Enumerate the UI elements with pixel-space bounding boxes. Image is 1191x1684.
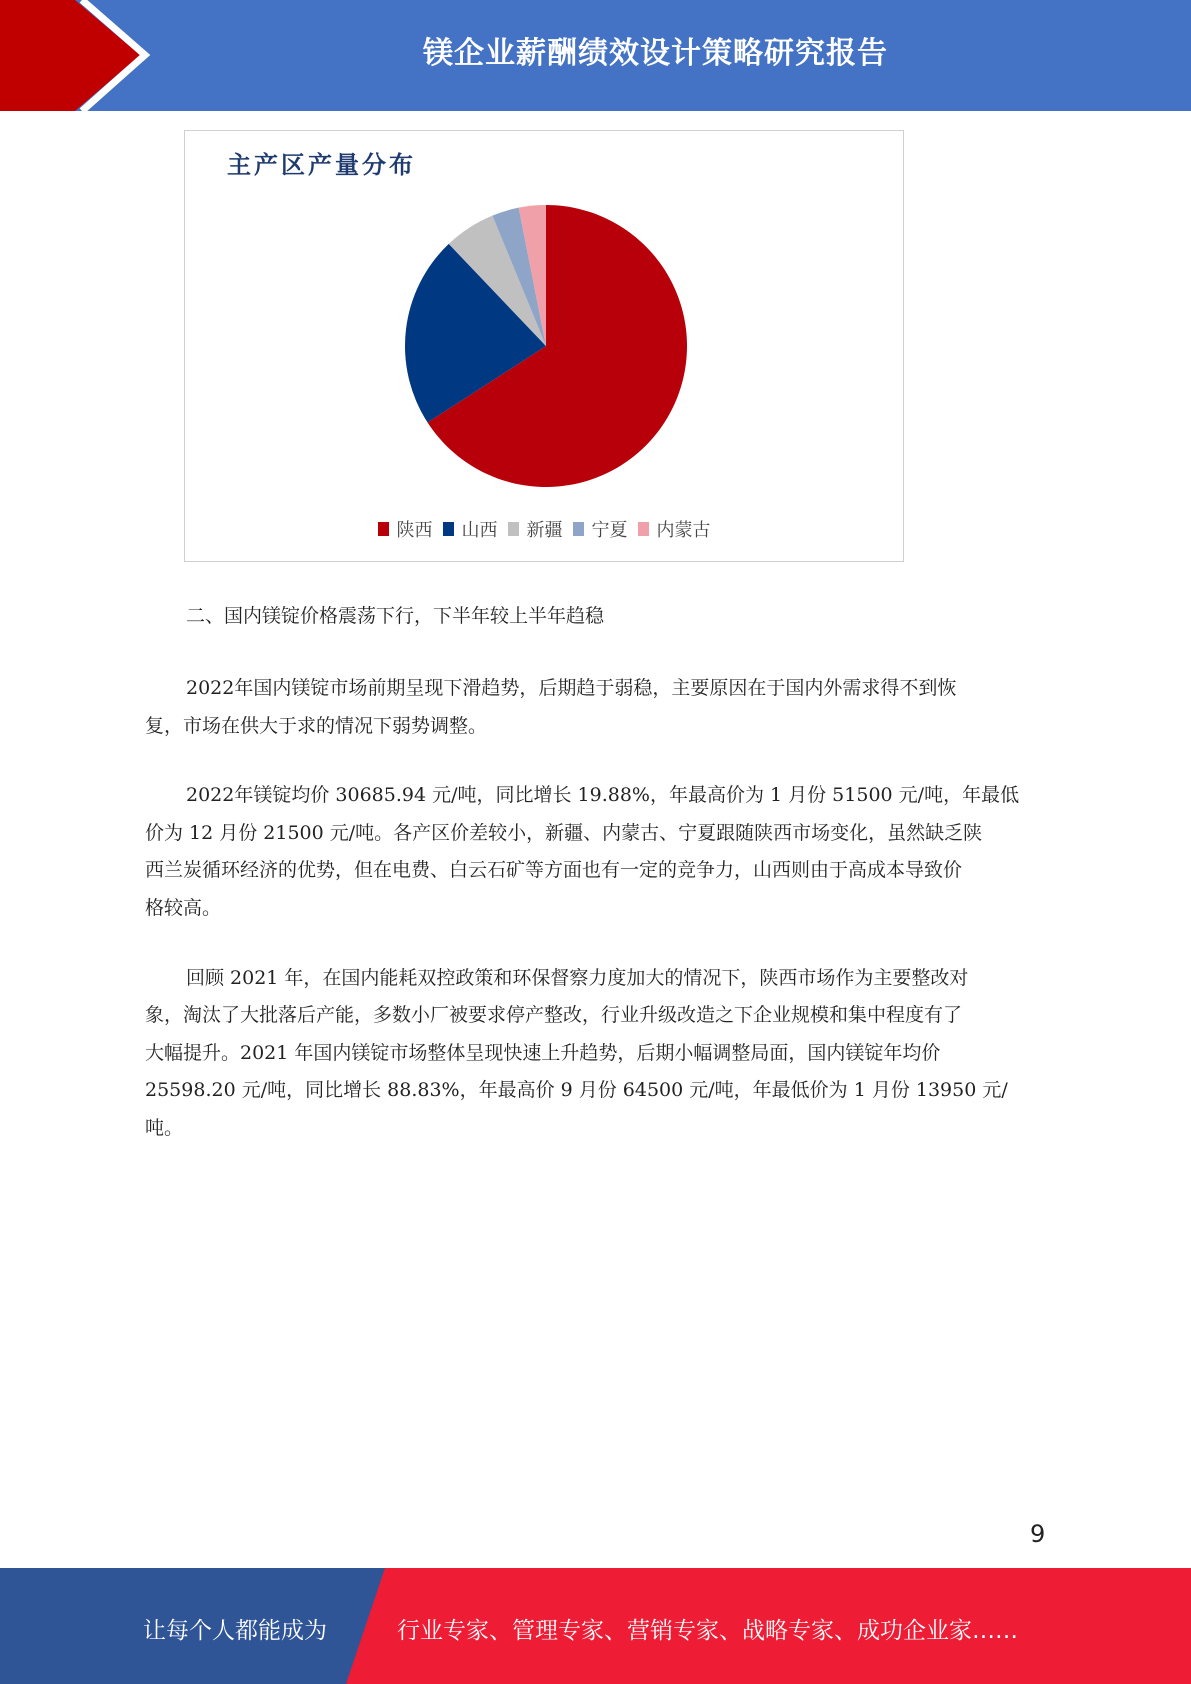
legend-label: 陕西 (396, 520, 433, 541)
page-header (0, 0, 1191, 111)
chart-legend (185, 516, 903, 542)
legend-item (378, 516, 433, 542)
legend-label: 宁夏 (591, 520, 628, 541)
legend-label: 山西 (461, 520, 498, 541)
legend-item (443, 516, 498, 542)
legend-swatch (378, 522, 389, 536)
legend-item (508, 516, 563, 542)
pie-chart (184, 130, 904, 562)
paragraph-line: 复，市场在供大于求的情况下弱势调整。 (145, 714, 488, 737)
chart-title: 主产区产量分布 (227, 150, 416, 179)
legend-label: 新疆 (526, 520, 563, 541)
legend-item (638, 516, 711, 542)
legend-swatch (443, 522, 454, 536)
paragraph-line: 西兰炭循环经济的优势，但在电费、白云石矿等方面也有一定的竞争力，山西则由于高成本导致价 (145, 859, 963, 882)
paragraph-line: 价为 12 月份 21500 元/吨。各产区价差较小，新疆、内蒙古、宁夏跟随陕西市场变化，虽然缺乏陕 (145, 821, 983, 844)
legend-swatch (508, 522, 519, 536)
legend-item (573, 516, 628, 542)
legend-swatch (638, 522, 649, 536)
paragraph-line: 吨。 (145, 1116, 184, 1139)
legend-label: 内蒙古 (656, 520, 711, 541)
heading-text: 二、国内镁锭价格震荡下行，下半年较上半年趋稳 (186, 605, 605, 627)
legend-swatch (573, 522, 584, 536)
paragraph-line: 格较高。 (145, 896, 222, 919)
section-heading (145, 598, 1045, 636)
paragraph (145, 777, 1045, 927)
paragraph-line: 象，淘汰了大批落后产能，多数小厂被要求停产整改，行业升级改造之下企业规模和集中程度有了 (145, 1004, 963, 1027)
pie-chart-svg (185, 131, 905, 563)
paragraph (145, 960, 1045, 1148)
paragraph-line: 回顾 2021 年，在国内能耗双控政策和环保督察力度加大的情况下，陕西市场作为主要整改对 (186, 966, 969, 989)
paragraph-line: 2022年镁锭均价 30685.94 元/吨，同比增长 19.88%，年最高价为 1 月份 51500 元/吨，年最低 (186, 784, 1020, 807)
arrow-decoration (0, 0, 200, 111)
paragraph-line: 25598.20 元/吨，同比增长 88.83%，年最高价 9 月份 64500 元/吨，年最低价为 1 月份 13950 元/ (145, 1079, 1008, 1102)
footer-slogan-left: 让每个人都能成为 (143, 1618, 327, 1644)
paragraph (145, 670, 1045, 745)
footer-slogan-right: 行业专家、管理专家、营销专家、战略专家、成功企业家…… (397, 1618, 1018, 1644)
page-footer (0, 1568, 1191, 1684)
page-number: 9 (1030, 1520, 1046, 1548)
report-title: 镁企业薪酬绩效设计策略研究报告 (423, 36, 888, 71)
paragraph-line: 大幅提升。2021 年国内镁锭市场整体呈现快速上升趋势，后期小幅调整局面，国内镁锭年均价 (145, 1041, 941, 1064)
body-text (145, 670, 1045, 1148)
paragraph-line: 2022年国内镁锭市场前期呈现下滑趋势，后期趋于弱稳，主要原因在于国内外需求得不到恢 (186, 677, 957, 699)
